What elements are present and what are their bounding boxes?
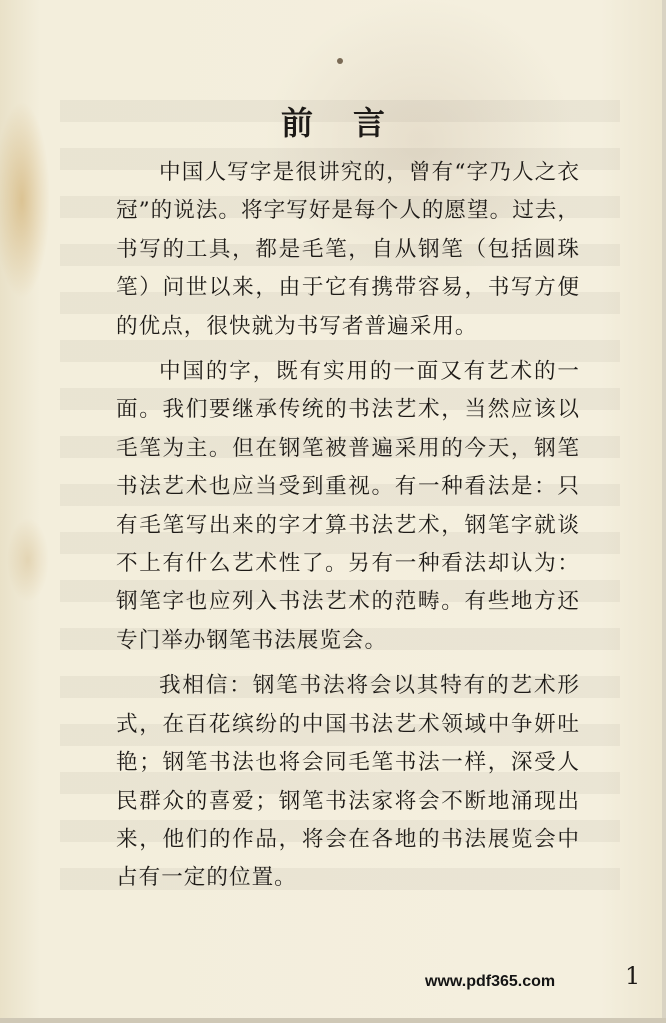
watermark-url: www.pdf365.com bbox=[425, 973, 556, 990]
paper-speck bbox=[337, 58, 343, 64]
paragraph-1: 中国人写字是很讲究的，曾有“字乃人之衣冠”的说法。将字写好是每个人的愿望。过去，书写的工具，都是毛笔，自从钢笔（包括圆珠笔）问世以来，由于它有携带容易，书写方便的优点，很快就为书写者普遍采用。 bbox=[116, 160, 580, 339]
paragraph-3: 我相信：钢笔书法将会以其特有的艺术形式，在百花缤纷的中国书法艺术领域中争妍吐艳；钢笔书法也将会同毛笔书法一样，深受人民群众的喜爱；钢笔书法家将会不断地涌现出来，他们的作品，将会在各地的书法展览会中占有一定的位置。 bbox=[116, 673, 580, 891]
page-number: 1 bbox=[625, 962, 641, 990]
body-text bbox=[116, 154, 580, 898]
page-edge-bottom bbox=[0, 1018, 666, 1023]
page-edge-right bbox=[662, 0, 666, 1023]
paragraph-2: 中国的字，既有实用的一面又有艺术的一面。我们要继承传统的书法艺术，当然应该以毛笔为主。但在钢笔被普遍采用的今天，钢笔书法艺术也应当受到重视。有一种看法是：只有毛笔写出来的字才算书法艺术，钢笔字就谈不上有什么艺术性了。另有一种看法却认为：钢笔字也应列入书法艺术的范畴。有些地方还专门举办钢笔书法展览会。 bbox=[116, 359, 580, 653]
page-title: 前言 bbox=[280, 104, 425, 142]
